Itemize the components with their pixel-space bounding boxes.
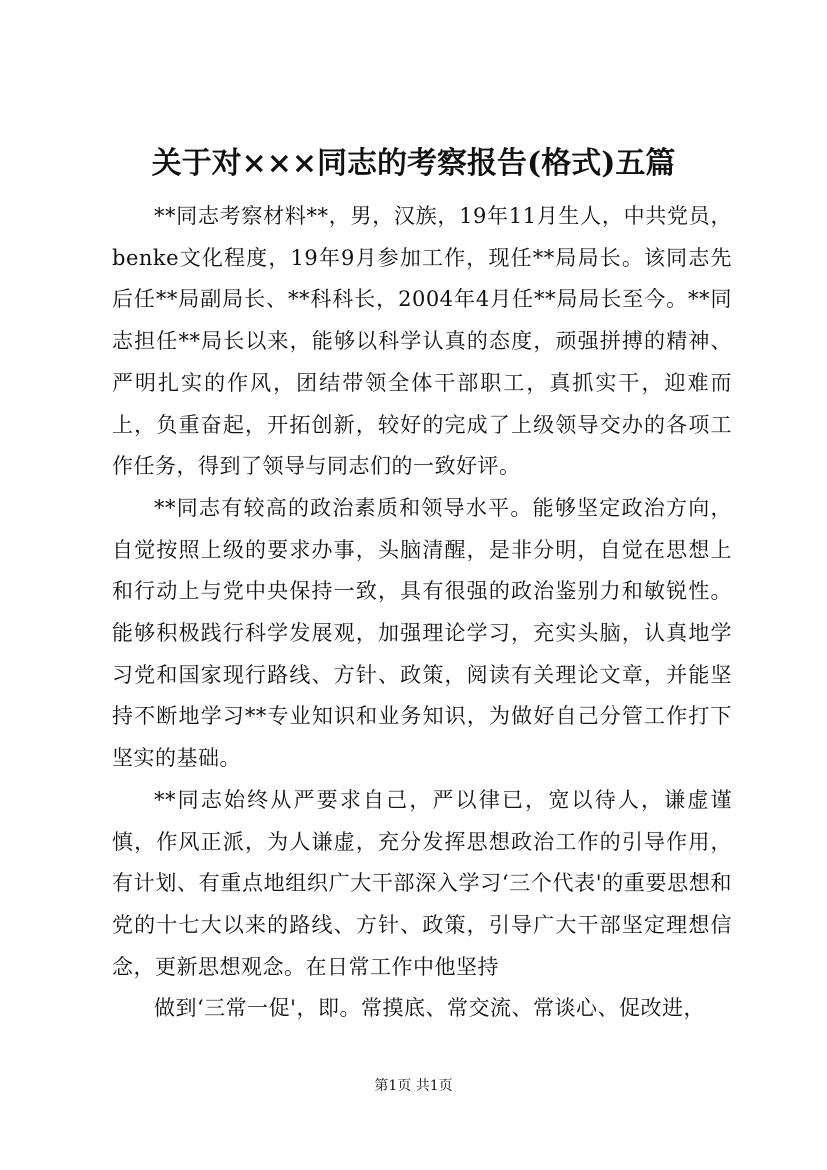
document-title: 关于对×××同志的考察报告(格式)五篇 xyxy=(151,146,676,181)
paragraph-3: **同志始终从严要求自己，严以律已，宽以待人，谦虚谨慎，作风正派，为人谦虚，充分发挥思想政治工作的引导作用，有计划、有重点地组织广大干部深入学习‘三个代表'的重要思想和党的十七大以来的路线、方针、政策，引导广大干部坚定理想信念，更新思想观念。在日常工作中他坚持 xyxy=(112,787,732,979)
paragraph-4: 做到‘三常一促'，即。常摸底、常交流、常谈心、促改进， xyxy=(154,996,705,1021)
paragraph-1: **同志考察材料**，男，汉族，19年11月生人，中共党员，benke文化程度，19年9月参加工作，现任**局局长。该同志先后任**局副局长、**科科长，2004年4月任**局局长至今。**同志担任**局长以来，能够以科学认真的态度，顽强拼搏的精神、严明扎实的作风，团结带领全体干部职工，真抓实干，迎难而上，负重奋起，开拓创新，较好的完成了上级领导交办的各项工作任务，得到了领导与同志们的一致好评。 xyxy=(112,204,732,479)
page-footer: 第1页 共1页 xyxy=(374,1078,453,1094)
paragraph-2: **同志有较高的政治素质和领导水平。能够坚定政治方向，自觉按照上级的要求办事，头脑清醒，是非分明，自觉在思想上和行动上与党中央保持一致，具有很强的政治鉴别力和敏锐性。能够积极践行科学发展观，加强理论学习，充实头脑，认真地学习党和国家现行路线、方针、政策，阅读有关理论文章，并能坚持不断地学习**专业知识和业务知识，为做好自己分管工作打下坚实的基础。 xyxy=(112,495,732,771)
document-body xyxy=(112,196,732,1030)
